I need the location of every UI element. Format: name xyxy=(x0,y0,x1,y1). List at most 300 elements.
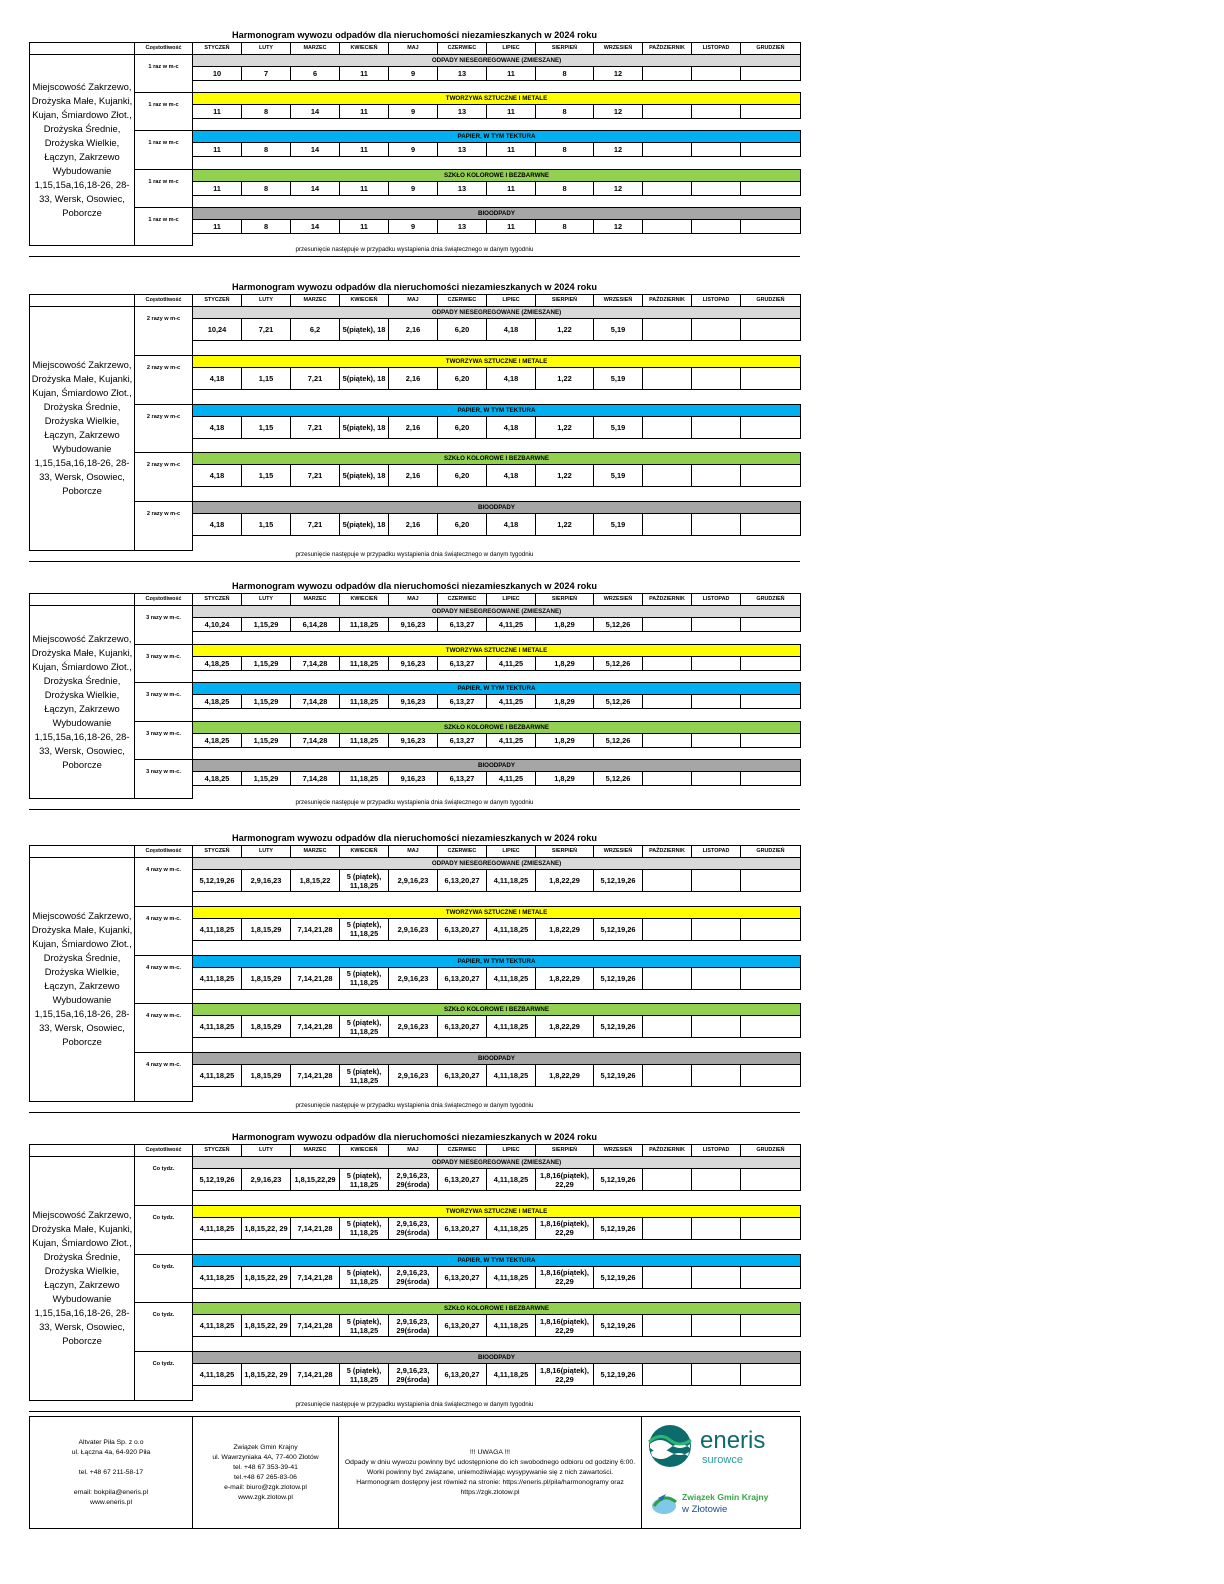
schedule-table xyxy=(29,42,801,246)
date-cell: 4,11,18,25 xyxy=(193,1065,242,1087)
waste-band-row xyxy=(30,606,801,618)
date-cell: 11,18,25 xyxy=(340,618,389,632)
header-month: LIPIEC xyxy=(487,594,536,606)
footer-table xyxy=(29,1416,801,1529)
waste-type-band: ODPADY NIESEGREGOWANE (ZMIESZANE) xyxy=(193,55,801,67)
date-cell xyxy=(741,1169,801,1191)
place-list: Miejscowość Zakrzewo, Drożyska Małe, Kujanki, Kujan, Śmiardowo Złot., Drożyska Średnie, Drożyska Wielkie, Łączyn, Zakrzewo Wybudowanie 1,15,15a,16,18-26, 28-33, Wersk, Osowiec, Poborcze xyxy=(30,55,135,246)
date-cell: 11 xyxy=(193,181,242,195)
footer-line: Harmonogram dostępny jest również na stronie: https://eneris.pl/pila/harmonogramy oraz https://zgk.zlotow.pl xyxy=(356,1478,624,1496)
date-cell: 2,16 xyxy=(389,514,438,536)
date-cell: 1,8,15,22, 29 xyxy=(242,1266,291,1288)
frequency-cell: 3 razy w m-c. xyxy=(135,760,193,799)
date-cell: 1,8,22,29 xyxy=(536,918,594,940)
date-cell: 4,11,18,25 xyxy=(193,918,242,940)
date-cell: 6,13,20,27 xyxy=(438,1016,487,1038)
date-cell: 6,13,27 xyxy=(438,656,487,670)
date-cell: 1,8,15,22, 29 xyxy=(242,1315,291,1337)
date-cell xyxy=(692,1217,741,1239)
zgk-logo-line1: Związek Gmin Krajny xyxy=(682,1491,769,1502)
header-month: WRZESIEŃ xyxy=(594,295,643,307)
date-cell: 1,8,15,29 xyxy=(242,1065,291,1087)
header-month: WRZESIEŃ xyxy=(594,846,643,858)
date-cell: 2,9,16,23 xyxy=(389,967,438,989)
date-cell: 5(piątek), 18 xyxy=(340,465,389,487)
date-cell xyxy=(741,181,801,195)
spacer-cell xyxy=(193,536,801,551)
section-title: Harmonogram wywozu odpadów dla nieruchomości niezamieszkanych w 2024 roku xyxy=(231,1132,598,1142)
section-title: Harmonogram wywozu odpadów dla nieruchomości niezamieszkanych w 2024 roku xyxy=(231,581,598,591)
footer-line: tel. +48 67 211-58-17 xyxy=(78,1468,144,1476)
date-cell: 5(piątek), 18 xyxy=(340,514,389,536)
frequency-cell: Co tydz. xyxy=(135,1205,193,1254)
date-cell: 7,14,21,28 xyxy=(291,1217,340,1239)
waste-band-row xyxy=(30,404,801,416)
header-frequency: Częstotliwość xyxy=(135,1145,193,1157)
date-cell: 5 (piątek), 11,18,25 xyxy=(340,1266,389,1288)
date-cell xyxy=(692,1065,741,1087)
holiday-note: przesunięcie następuje w przypadku wystąpienia dnia świątecznego w danym tygodniu xyxy=(295,799,534,806)
date-cell xyxy=(741,870,801,892)
date-cell: 2,9,16,23, 29(środa) xyxy=(389,1169,438,1191)
date-cell: 6,13,27 xyxy=(438,772,487,786)
frequency-cell: 1 raz w m-c xyxy=(135,207,193,245)
date-cell: 5 (piątek), 11,18,25 xyxy=(340,1065,389,1087)
waste-band-row xyxy=(30,1254,801,1266)
header-month: MAJ xyxy=(389,846,438,858)
date-cell xyxy=(692,618,741,632)
spacer-cell xyxy=(193,157,801,169)
header-month: KWIECIEŃ xyxy=(340,846,389,858)
date-cell: 4,10,24 xyxy=(193,618,242,632)
spacer-cell xyxy=(193,195,801,207)
date-cell: 13 xyxy=(438,181,487,195)
date-cell: 4,18 xyxy=(193,367,242,389)
date-cell xyxy=(643,618,692,632)
waste-type-band: BIOODPADY xyxy=(193,1053,801,1065)
header-month: SIERPIEŃ xyxy=(536,295,594,307)
date-cell: 2,9,16,23 xyxy=(242,1169,291,1191)
spacer-cell xyxy=(193,1038,801,1053)
header-month: MAJ xyxy=(389,43,438,55)
date-cell: 6,13,20,27 xyxy=(438,1266,487,1288)
date-cell: 9 xyxy=(389,105,438,119)
date-cell xyxy=(741,416,801,438)
header-month: LUTY xyxy=(242,43,291,55)
waste-type-band: TWORZYWA SZTUCZNE I METALE xyxy=(193,906,801,918)
date-cell: 6,13,20,27 xyxy=(438,967,487,989)
section-separator xyxy=(29,1411,800,1412)
header-month: CZERWIEC xyxy=(438,1145,487,1157)
date-cell: 5 (piątek), 11,18,25 xyxy=(340,967,389,989)
footer-line: Związek Gmin Krajny xyxy=(233,1443,298,1451)
header-month: CZERWIEC xyxy=(438,295,487,307)
date-cell: 7,14,21,28 xyxy=(291,1065,340,1087)
date-cell: 8 xyxy=(536,67,594,81)
date-cell: 11,18,25 xyxy=(340,695,389,709)
footer-line: e-mail: biuro@zgk.zlotow.pl xyxy=(224,1483,307,1491)
date-cell: 11,18,25 xyxy=(340,772,389,786)
date-cell: 4,18 xyxy=(487,465,536,487)
waste-band-row xyxy=(30,721,801,733)
date-cell: 5 (piątek), 11,18,25 xyxy=(340,1315,389,1337)
date-cell: 2,9,16,23 xyxy=(389,1016,438,1038)
date-cell: 5 (piątek), 11,18,25 xyxy=(340,870,389,892)
date-cell: 4,18 xyxy=(193,465,242,487)
frequency-cell: 3 razy w m-c. xyxy=(135,606,193,645)
date-cell: 9,16,23 xyxy=(389,733,438,747)
footer-line: www.zgk.zlotow.pl xyxy=(238,1493,293,1501)
date-cell: 7,14,21,28 xyxy=(291,1266,340,1288)
waste-type-band: PAPIER, W TYM TEKTURA xyxy=(193,1254,801,1266)
spacer-cell xyxy=(193,892,801,907)
date-cell xyxy=(741,772,801,786)
spacer-cell xyxy=(193,1337,801,1352)
date-cell: 4,11,18,25 xyxy=(487,967,536,989)
date-cell: 1,8,16(piątek), 22,29 xyxy=(536,1169,594,1191)
date-cell xyxy=(741,1065,801,1087)
date-cell: 5(piątek), 18 xyxy=(340,416,389,438)
section-title: Harmonogram wywozu odpadów dla nieruchomości niezamieszkanych w 2024 roku xyxy=(231,282,598,292)
date-cell: 4,18,25 xyxy=(193,695,242,709)
footer-line xyxy=(34,1478,188,1488)
date-cell: 5,12,19,26 xyxy=(594,1266,643,1288)
header-frequency: Częstotliwość xyxy=(135,594,193,606)
date-cell: 6,20 xyxy=(438,416,487,438)
spacer-cell xyxy=(193,989,801,1004)
footer-line: Worki powinny być związane, uniemożliwiając wysypywanie się z nich zawartości. xyxy=(366,1468,614,1476)
date-cell: 4,11,18,25 xyxy=(487,1065,536,1087)
date-cell: 5,12,19,26 xyxy=(193,870,242,892)
waste-band-row xyxy=(30,169,801,181)
date-cell: 6,13,27 xyxy=(438,618,487,632)
frequency-cell: 4 razy w m-c. xyxy=(135,955,193,1004)
date-cell: 1,22 xyxy=(536,514,594,536)
footer-line: email: bokpila@eneris.pl xyxy=(73,1488,149,1496)
waste-type-band: PAPIER, W TYM TEKTURA xyxy=(193,131,801,143)
date-cell xyxy=(643,219,692,233)
eneris-logo-name: eneris xyxy=(700,1426,766,1454)
header-row xyxy=(30,1145,801,1157)
frequency-cell: 2 razy w m-c xyxy=(135,404,193,453)
footer-line: ul. Wawrzyniaka 4A, 77-400 Złotów xyxy=(212,1453,319,1461)
date-cell: 8 xyxy=(242,181,291,195)
date-cell: 7,14,21,28 xyxy=(291,967,340,989)
date-cell xyxy=(692,772,741,786)
date-cell xyxy=(741,1364,801,1386)
date-cell: 1,8,22,29 xyxy=(536,1016,594,1038)
date-cell: 5,12,19,26 xyxy=(594,967,643,989)
date-cell: 9,16,23 xyxy=(389,772,438,786)
header-month: MAJ xyxy=(389,594,438,606)
date-cell: 7,21 xyxy=(291,367,340,389)
header-month: PAŹDZIERNIK xyxy=(643,43,692,55)
date-cell: 11 xyxy=(487,143,536,157)
waste-band-row xyxy=(30,1053,801,1065)
holiday-note: przesunięcie następuje w przypadku wystąpienia dnia świątecznego w danym tygodniu xyxy=(295,1401,534,1408)
footer-altvater-contact xyxy=(30,1417,193,1529)
date-cell: 5,19 xyxy=(594,465,643,487)
date-cell xyxy=(692,416,741,438)
header-month: SIERPIEŃ xyxy=(536,1145,594,1157)
header-month: KWIECIEŃ xyxy=(340,43,389,55)
schedule-table xyxy=(29,845,801,1102)
date-cell xyxy=(692,918,741,940)
zgk-logo xyxy=(648,1484,792,1520)
date-cell xyxy=(741,367,801,389)
date-cell: 5 (piątek), 11,18,25 xyxy=(340,1364,389,1386)
date-cell: 4,18 xyxy=(487,319,536,341)
date-cell: 1,8,29 xyxy=(536,733,594,747)
header-month: STYCZEŃ xyxy=(193,43,242,55)
date-cell: 4,18 xyxy=(193,514,242,536)
date-cell: 6,20 xyxy=(438,367,487,389)
spacer-cell xyxy=(193,81,801,93)
date-cell: 13 xyxy=(438,143,487,157)
date-cell xyxy=(643,67,692,81)
waste-type-band: TWORZYWA SZTUCZNE I METALE xyxy=(193,644,801,656)
waste-type-band: BIOODPADY xyxy=(193,207,801,219)
footer-line: ul. Łączna 4a, 64-920 Piła xyxy=(71,1448,151,1456)
waste-band-row xyxy=(30,55,801,67)
date-cell xyxy=(741,319,801,341)
place-list: Miejscowość Zakrzewo, Drożyska Małe, Kujanki, Kujan, Śmiardowo Złot., Drożyska Średnie, Drożyska Wielkie, Łączyn, Zakrzewo Wybudowanie 1,15,15a,16,18-26, 28-33, Wersk, Osowiec, Poborcze xyxy=(30,307,135,551)
header-month: LISTOPAD xyxy=(692,846,741,858)
header-month: LISTOPAD xyxy=(692,43,741,55)
date-cell xyxy=(692,967,741,989)
spacer-cell xyxy=(193,1239,801,1254)
spacer-cell xyxy=(193,341,801,356)
date-cell: 1,8,16(piątek), 22,29 xyxy=(536,1266,594,1288)
date-cell: 12 xyxy=(594,67,643,81)
date-cell: 9 xyxy=(389,67,438,81)
waste-band-row xyxy=(30,1004,801,1016)
date-cell: 12 xyxy=(594,219,643,233)
date-cell: 1,8,29 xyxy=(536,772,594,786)
header-month: MARZEC xyxy=(291,1145,340,1157)
date-cell: 10 xyxy=(193,67,242,81)
date-cell xyxy=(692,67,741,81)
date-cell: 8 xyxy=(536,181,594,195)
date-cell: 1,8,29 xyxy=(536,656,594,670)
date-cell: 4,18,25 xyxy=(193,733,242,747)
date-cell: 4,18,25 xyxy=(193,656,242,670)
footer-zgk-contact xyxy=(193,1417,339,1529)
date-cell: 7 xyxy=(242,67,291,81)
date-cell xyxy=(741,733,801,747)
eneris-logo xyxy=(646,1422,792,1470)
frequency-cell: 2 razy w m-c xyxy=(135,502,193,551)
header-corner xyxy=(30,594,135,606)
date-cell: 14 xyxy=(291,143,340,157)
header-month: WRZESIEŃ xyxy=(594,1145,643,1157)
date-cell: 2,16 xyxy=(389,367,438,389)
waste-type-band: SZKŁO KOLOROWE I BEZBARWNE xyxy=(193,1303,801,1315)
date-cell xyxy=(643,772,692,786)
date-cell: 5 (piątek), 11,18,25 xyxy=(340,1169,389,1191)
footer-line: www.eneris.pl xyxy=(90,1498,132,1506)
waste-band-row xyxy=(30,1352,801,1364)
frequency-cell: Co tydz. xyxy=(135,1157,193,1206)
date-cell xyxy=(643,1315,692,1337)
section-title: Harmonogram wywozu odpadów dla nieruchomości niezamieszkanych w 2024 roku xyxy=(231,833,598,843)
waste-band-row xyxy=(30,453,801,465)
date-cell: 7,21 xyxy=(291,465,340,487)
schedule-table xyxy=(29,294,801,551)
spacer-cell xyxy=(193,786,801,799)
date-cell: 2,9,16,23, 29(środa) xyxy=(389,1364,438,1386)
footer-line: Altvater Piła Sp. z o.o xyxy=(78,1438,144,1446)
spacer-cell xyxy=(193,709,801,722)
waste-type-band: ODPADY NIESEGREGOWANE (ZMIESZANE) xyxy=(193,1157,801,1169)
date-cell xyxy=(692,514,741,536)
date-cell: 1,8,15,22, 29 xyxy=(242,1364,291,1386)
waste-band-row xyxy=(30,1157,801,1169)
date-cell: 1,8,22,29 xyxy=(536,1065,594,1087)
header-month: LIPIEC xyxy=(487,43,536,55)
date-cell: 8 xyxy=(536,105,594,119)
header-month: LISTOPAD xyxy=(692,594,741,606)
date-cell: 5,12,19,26 xyxy=(594,1315,643,1337)
header-row xyxy=(30,43,801,55)
date-cell: 6 xyxy=(291,67,340,81)
date-cell: 7,14,28 xyxy=(291,695,340,709)
waste-type-band: ODPADY NIESEGREGOWANE (ZMIESZANE) xyxy=(193,307,801,319)
waste-band-row xyxy=(30,355,801,367)
header-month: MARZEC xyxy=(291,846,340,858)
header-month: SIERPIEŃ xyxy=(536,594,594,606)
waste-type-band: BIOODPADY xyxy=(193,1352,801,1364)
spacer-cell xyxy=(193,233,801,245)
holiday-note: przesunięcie następuje w przypadku wystąpienia dnia świątecznego w danym tygodniu xyxy=(295,551,534,558)
date-cell xyxy=(692,733,741,747)
date-cell: 10,24 xyxy=(193,319,242,341)
date-cell: 1,15 xyxy=(242,367,291,389)
waste-type-band: SZKŁO KOLOROWE I BEZBARWNE xyxy=(193,453,801,465)
date-cell: 12 xyxy=(594,181,643,195)
date-cell: 11 xyxy=(193,143,242,157)
date-cell xyxy=(643,967,692,989)
date-cell: 1,15,29 xyxy=(242,618,291,632)
date-cell: 5,12,26 xyxy=(594,733,643,747)
frequency-cell: 4 razy w m-c. xyxy=(135,1053,193,1102)
date-cell: 5,12,19,26 xyxy=(193,1169,242,1191)
date-cell: 5,12,19,26 xyxy=(594,870,643,892)
date-cell: 11,18,25 xyxy=(340,733,389,747)
date-cell: 6,13,20,27 xyxy=(438,1315,487,1337)
date-cell: 2,9,16,23 xyxy=(389,918,438,940)
date-cell: 8 xyxy=(242,105,291,119)
header-month: KWIECIEŃ xyxy=(340,295,389,307)
date-cell: 1,15 xyxy=(242,416,291,438)
date-cell: 11 xyxy=(340,219,389,233)
date-cell: 1,8,15,29 xyxy=(242,1016,291,1038)
date-cell xyxy=(692,181,741,195)
date-cell: 13 xyxy=(438,105,487,119)
spacer-cell xyxy=(193,1191,801,1206)
header-month: STYCZEŃ xyxy=(193,295,242,307)
date-cell: 1,15 xyxy=(242,465,291,487)
waste-band-row xyxy=(30,307,801,319)
date-cell xyxy=(643,1364,692,1386)
header-month: PAŹDZIERNIK xyxy=(643,1145,692,1157)
spacer-cell xyxy=(193,1087,801,1102)
header-month: GRUDZIEŃ xyxy=(741,1145,801,1157)
waste-type-band: SZKŁO KOLOROWE I BEZBARWNE xyxy=(193,721,801,733)
date-cell: 1,8,22,29 xyxy=(536,870,594,892)
date-cell: 1,8,15,29 xyxy=(242,967,291,989)
date-cell: 6,13,20,27 xyxy=(438,870,487,892)
date-cell: 1,15,29 xyxy=(242,656,291,670)
date-cell: 2,9,16,23 xyxy=(242,870,291,892)
footer-warning xyxy=(339,1417,642,1529)
spacer-cell xyxy=(193,389,801,404)
header-corner xyxy=(30,846,135,858)
date-cell: 6,20 xyxy=(438,319,487,341)
date-cell xyxy=(692,105,741,119)
header-month: STYCZEŃ xyxy=(193,1145,242,1157)
frequency-cell: 3 razy w m-c. xyxy=(135,721,193,760)
date-cell xyxy=(643,514,692,536)
footer-line: tel.+48 67 265-83-06 xyxy=(234,1473,297,1481)
date-cell: 11,18,25 xyxy=(340,656,389,670)
date-cell xyxy=(643,1065,692,1087)
date-cell: 5,19 xyxy=(594,416,643,438)
date-cell: 2,9,16,23 xyxy=(389,870,438,892)
section-separator xyxy=(29,809,800,810)
waste-band-row xyxy=(30,502,801,514)
spacer-cell xyxy=(193,438,801,453)
header-month: MARZEC xyxy=(291,43,340,55)
date-cell: 4,11,18,25 xyxy=(193,1266,242,1288)
date-cell: 7,14,28 xyxy=(291,656,340,670)
date-cell xyxy=(692,1169,741,1191)
spacer-cell xyxy=(193,1288,801,1303)
date-cell: 4,18 xyxy=(193,416,242,438)
date-cell: 5,12,19,26 xyxy=(594,918,643,940)
date-cell xyxy=(643,1169,692,1191)
date-cell: 12 xyxy=(594,105,643,119)
date-cell xyxy=(692,1315,741,1337)
date-cell: 1,15,29 xyxy=(242,733,291,747)
frequency-cell: 1 raz w m-c xyxy=(135,93,193,131)
date-cell xyxy=(643,416,692,438)
header-month: LUTY xyxy=(242,295,291,307)
header-row xyxy=(30,295,801,307)
header-month: MARZEC xyxy=(291,295,340,307)
date-cell xyxy=(643,319,692,341)
waste-type-band: SZKŁO KOLOROWE I BEZBARWNE xyxy=(193,1004,801,1016)
date-cell: 11 xyxy=(193,219,242,233)
header-month: GRUDZIEŃ xyxy=(741,594,801,606)
date-cell: 5,19 xyxy=(594,367,643,389)
date-cell: 1,8,22,29 xyxy=(536,967,594,989)
date-cell: 8 xyxy=(536,143,594,157)
date-cell: 5(piątek), 18 xyxy=(340,367,389,389)
date-cell: 5 (piątek), 11,18,25 xyxy=(340,918,389,940)
frequency-cell: Co tydz. xyxy=(135,1254,193,1303)
frequency-cell: 4 razy w m-c. xyxy=(135,906,193,955)
date-cell: 7,14,21,28 xyxy=(291,1364,340,1386)
date-cell: 4,11,18,25 xyxy=(487,870,536,892)
header-month: WRZESIEŃ xyxy=(594,43,643,55)
header-corner xyxy=(30,43,135,55)
date-cell xyxy=(643,1016,692,1038)
date-cell: 5 (piątek), 11,18,25 xyxy=(340,1016,389,1038)
date-cell: 7,14,21,28 xyxy=(291,1315,340,1337)
spacer-cell xyxy=(193,747,801,760)
waste-type-band: BIOODPADY xyxy=(193,760,801,772)
